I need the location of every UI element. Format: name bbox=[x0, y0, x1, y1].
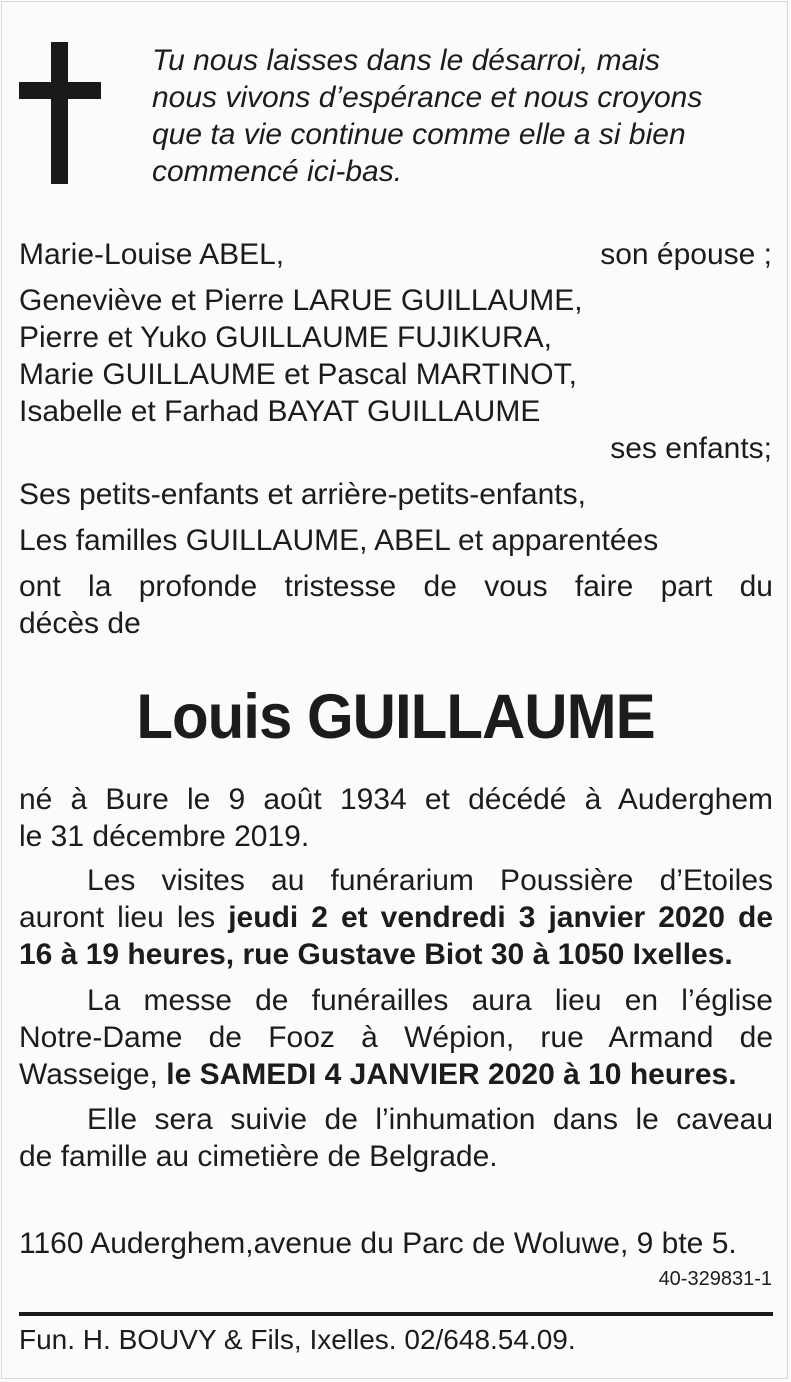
mass-line bbox=[19, 1056, 773, 1093]
reference-number: 40-329831-1 bbox=[658, 1268, 772, 1290]
quote-line: que ta vie continue comme elle a si bien bbox=[152, 118, 686, 151]
memorial-quote bbox=[152, 42, 782, 190]
grandchildren-line: Ses petits-enfants et arrière-petits-enfants, bbox=[19, 478, 586, 511]
child-name: Marie GUILLAUME et Pascal MARTINOT, bbox=[19, 358, 577, 391]
divider bbox=[19, 1312, 773, 1316]
cross-vertical-bar bbox=[51, 42, 68, 184]
cross-horizontal-bar bbox=[19, 82, 101, 99]
quote-line: Tu nous laisses dans le désarroi, mais bbox=[152, 44, 661, 77]
visits-line bbox=[19, 899, 773, 936]
visits-line: Les visites au funérarium Poussière d’Etoiles bbox=[87, 864, 773, 897]
spouse-role: son épouse ; bbox=[600, 238, 772, 271]
child-name: Geneviève et Pierre LARUE GUILLAUME, bbox=[19, 284, 583, 317]
visits-paragraph bbox=[19, 862, 773, 973]
visits-line bbox=[19, 936, 773, 973]
burial-line: Elle sera suivie de l’inhumation dans le caveau bbox=[87, 1103, 773, 1136]
deceased-name: Louis GUILLAUME bbox=[136, 681, 655, 752]
mass-line: Notre-Dame de Fooz à Wépion, rue Armand de bbox=[19, 1021, 773, 1054]
funeral-home-footer: Fun. H. BOUVY & Fils, Ixelles. 02/648.54.09. bbox=[19, 1324, 576, 1355]
burial-paragraph bbox=[19, 1101, 773, 1175]
announcement-line: ont la profonde tristesse de vous faire part du bbox=[19, 570, 773, 603]
mass-line-plain: Wasseige, bbox=[19, 1058, 167, 1091]
mass-line: La messe de funérailles aura lieu en l’église bbox=[87, 984, 773, 1017]
burial-line: de famille au cimetière de Belgrade. bbox=[19, 1140, 498, 1173]
quote-line: nous vivons d’espérance et nous croyons bbox=[152, 81, 703, 114]
visits-line-plain: auront lieu les bbox=[19, 901, 229, 934]
family-address: 1160 Auderghem,avenue du Parc de Woluwe, 9 bte 5. bbox=[19, 1227, 737, 1260]
child-name: Pierre et Yuko GUILLAUME FUJIKURA, bbox=[19, 321, 552, 354]
spouse-name: Marie-Louise ABEL, bbox=[19, 238, 285, 271]
children-role: ses enfants; bbox=[610, 432, 772, 465]
birth-death-paragraph bbox=[19, 781, 773, 855]
child-name: Isabelle et Farhad BAYAT GUILLAUME bbox=[19, 395, 541, 428]
birth-line: le 31 décembre 2019. bbox=[19, 820, 310, 853]
birth-line: né à Bure le 9 août 1934 et décédé à Auderghem bbox=[19, 783, 773, 816]
quote-line: commencé ici-bas. bbox=[152, 155, 403, 188]
mass-date: le SAMEDI 4 JANVIER 2020 à 10 heures. bbox=[166, 1058, 737, 1091]
mass-paragraph bbox=[19, 982, 773, 1093]
visits-dates: jeudi 2 et vendredi 3 janvier 2020 de bbox=[228, 901, 774, 934]
announcement-line: décès de bbox=[19, 607, 141, 640]
families-line: Les familles GUILLAUME, ABEL et apparentées bbox=[19, 524, 659, 557]
visits-hours-address: 16 à 19 heures, rue Gustave Biot 30 à 1050 Ixelles. bbox=[19, 938, 733, 971]
announcement-paragraph bbox=[19, 568, 773, 642]
